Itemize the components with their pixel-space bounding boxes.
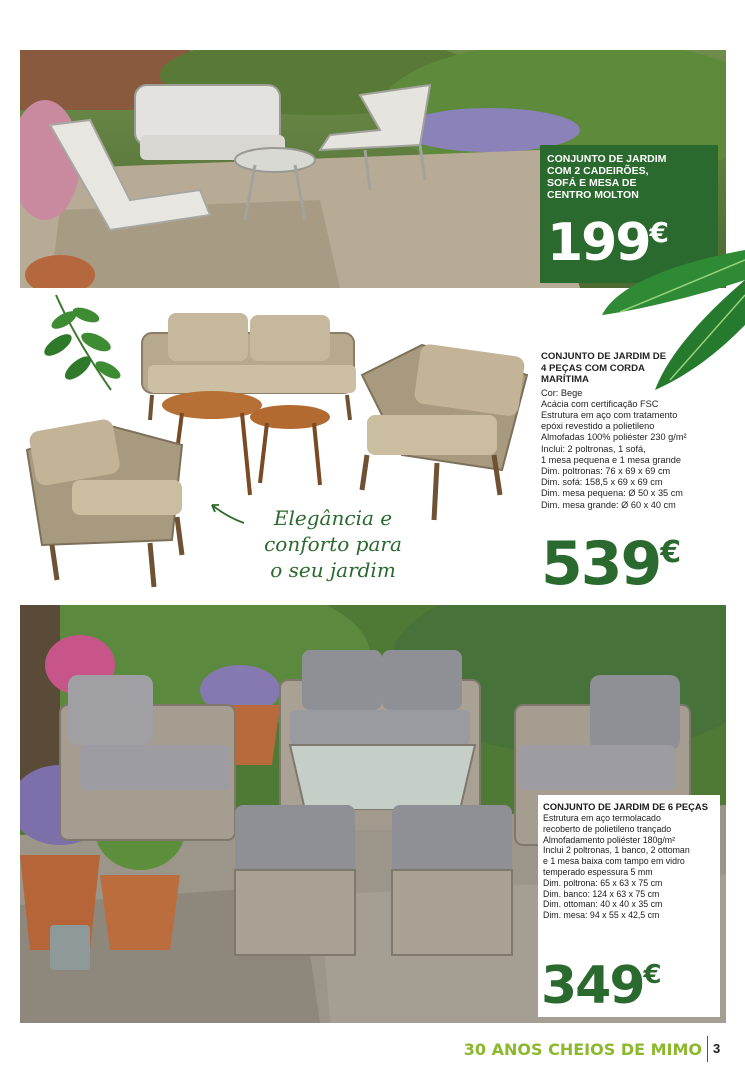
- middle-offer-specs: [541, 351, 741, 511]
- middle-offer-price: [541, 518, 681, 599]
- spec-line: Dim. mesa: 94 x 55 x 42,5 cm: [543, 910, 660, 921]
- rope-armchair-right: [362, 343, 527, 520]
- spec-line: epóxi revestido a polietileno: [541, 421, 655, 432]
- spec-line: Inclui 2 poltronas, 1 banco, 2 ottoman: [543, 845, 690, 856]
- spec-line: Dim. mesa grande: Ø 60 x 40 cm: [541, 499, 676, 510]
- spec-line: Estrutura em aço termolacado: [543, 813, 661, 823]
- spec-line: Dim. banco: 124 x 63 x 75 cm: [543, 888, 660, 899]
- spec-line: Dim. mesa pequena: Ø 50 x 35 cm: [541, 488, 683, 499]
- footer-divider: [707, 1036, 708, 1062]
- tagline-line-2: conforto para: [264, 532, 402, 556]
- top-offer-currency: €: [649, 216, 670, 249]
- middle-offer-name: CONJUNTO DE JARDIM DE 4 PEÇAS COM CORDA MARÍTIMA: [541, 351, 667, 385]
- spec-line: Acácia com certificação FSC: [541, 398, 659, 409]
- tagline-line-3: o seu jardim: [270, 558, 396, 582]
- footer-slogan: 30 ANOS CHEIOS DE MIMO: [463, 1040, 702, 1059]
- bottom-offer-price-value: 349: [541, 956, 644, 1016]
- middle-offer-price-value: 539: [541, 529, 661, 599]
- spec-line: e 1 mesa baixa com tampo em vidro: [543, 856, 685, 867]
- spec-line: temperado espessura 5 mm: [543, 866, 653, 877]
- bottom-offer-price: [541, 944, 662, 1017]
- top-offer-name: CONJUNTO DE JARDIM COM 2 CADEIRÕES, SOFÁ E MESA DE CENTRO MOLTON: [547, 153, 667, 201]
- spec-line: Dim. poltronas: 76 x 69 x 69 cm: [541, 465, 671, 476]
- spec-line: Dim. poltrona: 65 x 63 x 75 cm: [543, 877, 663, 888]
- tagline-arrow: [212, 505, 244, 523]
- spec-line: 1 mesa pequena e 1 mesa grande: [541, 454, 681, 465]
- spec-line: Dim. sofá: 158,5 x 69 x 69 cm: [541, 477, 663, 488]
- spec-line: Almofadamento poliéster 180g/m²: [543, 834, 676, 845]
- bottom-offer-currency: €: [643, 960, 662, 990]
- spec-line: recoberto de polietileno trançado: [543, 823, 672, 834]
- top-offer-price-value: 199: [547, 213, 650, 273]
- spec-line: Estrutura em aço com tratamento: [541, 409, 678, 420]
- tagline-line-1: Elegância e: [273, 506, 393, 530]
- page-number: 3: [713, 1041, 721, 1056]
- spec-line: Inclui: 2 poltronas, 1 sofá,: [541, 443, 646, 454]
- wooden-tables: [162, 391, 330, 495]
- rope-armchair-left: [27, 418, 182, 587]
- middle-offer-currency: €: [660, 535, 682, 570]
- bottom-offer-name: CONJUNTO DE JARDIM DE 6 PEÇAS: [543, 801, 708, 812]
- spec-line: Almofadas 100% poliéster 230 g/m²: [541, 432, 687, 443]
- spec-line: Cor: Bege: [541, 387, 583, 398]
- spec-line: Dim. ottoman: 40 x 40 x 35 cm: [543, 899, 663, 910]
- middle-offer-tagline: [248, 505, 418, 583]
